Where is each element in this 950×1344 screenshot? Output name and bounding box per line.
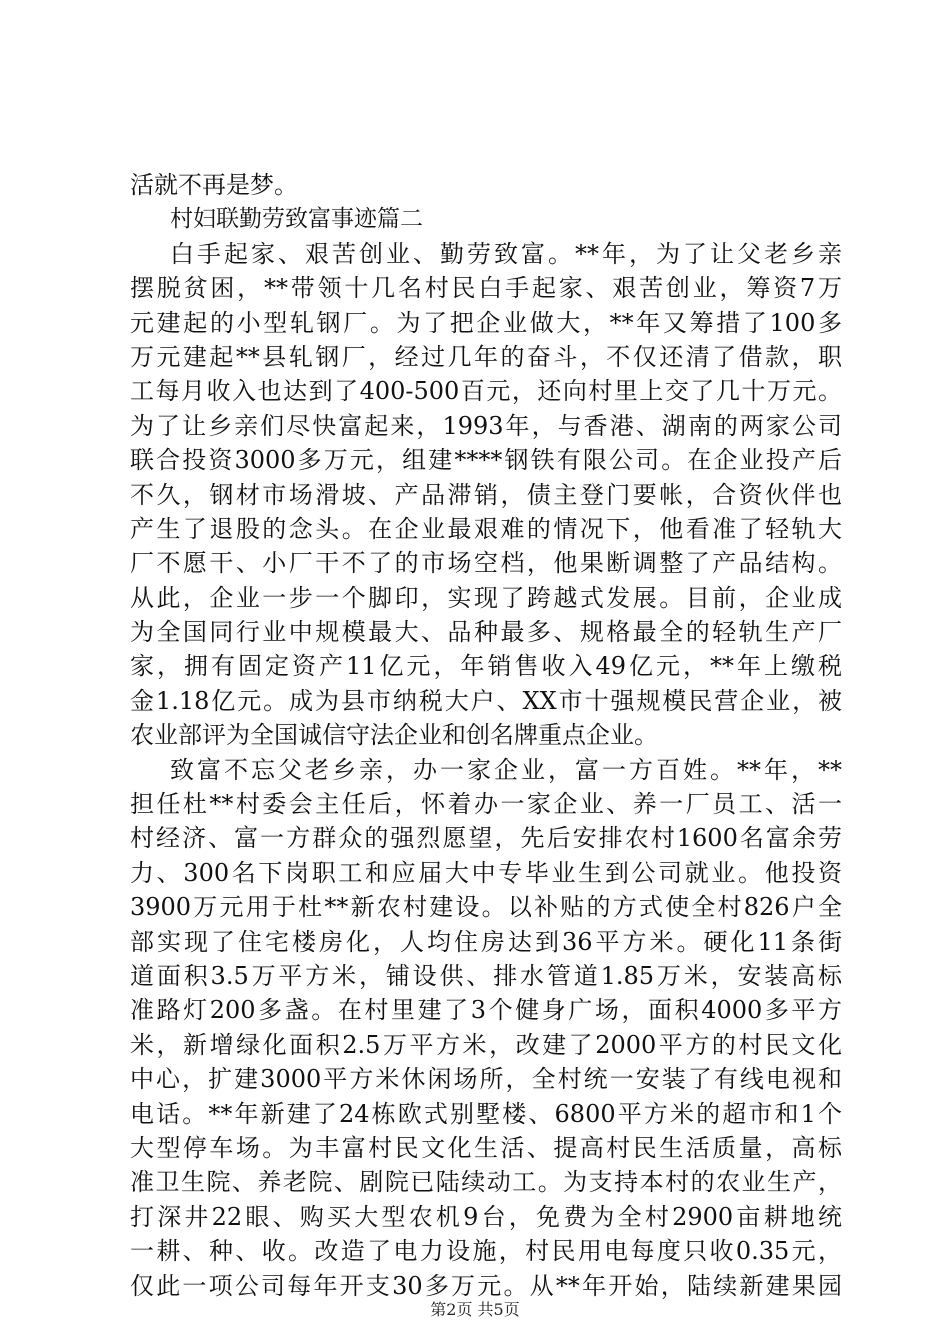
text-line: 部实现了住宅楼房化，人均住房达到36平方米。硬化11条街	[130, 927, 842, 956]
text-line: 产生了退股的念头。在企业最艰难的情况下，他看准了轻轨大	[130, 514, 842, 543]
text-line: 仅此一项公司每年开支30多万元。从**年开始，陆续新建果园	[130, 1271, 842, 1300]
text-line: 道面积3.5万平方米，铺设供、排水管道1.85万米，安装高标	[130, 961, 842, 990]
text-line: 大型停车场。为丰富村民文化生活、提高村民生活质量，高标	[130, 1133, 842, 1162]
text-line: 3900万元用于杜**新农村建设。以补贴的方式使全村826户全	[130, 893, 842, 922]
paragraph-first-line: 白手起家、艰苦创业、勤劳致富。**年，为了让父老乡亲	[170, 239, 842, 268]
page-number: 第2页 共5页	[430, 1300, 520, 1319]
text-line: 不久，钢材市场滑坡、产品滞销，债主登门要帐，合资伙伴也	[130, 480, 842, 509]
text-line: 活就不再是梦。	[130, 171, 298, 199]
text-line: 力、300名下岗职工和应届大中专毕业生到公司就业。他投资	[130, 858, 842, 887]
document-body	[130, 168, 842, 1303]
text-line: 万元建起**县轧钢厂，经过几年的奋斗，不仅还清了借款，职	[130, 342, 842, 371]
text-line: 摆脱贫困，**带领十几名村民白手起家、艰苦创业，筹资7万	[130, 274, 842, 303]
section-heading: 村妇联勤劳致富事迹篇二	[170, 206, 423, 233]
text-line: 中心，扩建3000平方米休闲场所，全村统一安装了有线电视和	[130, 1065, 842, 1094]
text-line: 联合投资3000多万元，组建****钢铁有限公司。在企业投产后	[130, 446, 842, 475]
text-line: 一耕、种、收。改造了电力设施，村民用电每度只收0.35元，	[130, 1237, 842, 1266]
page-footer	[0, 1300, 950, 1320]
text-line: 为全国同行业中规模最大、品种最多、规格最全的轻轨生产厂	[130, 618, 842, 647]
text-line: 米，新增绿化面积2.5万平方米，改建了2000平方的村民文化	[130, 1030, 842, 1059]
text-line: 村经济、富一方群众的强烈愿望，先后安排农村1600名富余劳	[130, 824, 842, 853]
text-line: 家，拥有固定资产11亿元，年销售收入49亿元，**年上缴税	[130, 652, 842, 681]
text-line: 工每月收入也达到了400-500百元，还向村里上交了几十万元。	[130, 377, 842, 406]
text-line: 打深井22眼、购买大型农机9台，免费为全村2900亩耕地统	[130, 1202, 842, 1231]
text-line: 准路灯200多盏。在村里建了3个健身广场，面积4000多平方	[130, 996, 842, 1025]
text-line: 从此，企业一步一个脚印，实现了跨越式发展。目前，企业成	[130, 583, 842, 612]
text-line: 农业部评为全国诚信守法企业和创名牌重点企业。	[130, 721, 658, 750]
text-line: 厂不愿干、小厂干不了的市场空档，他果断调整了产品结构。	[130, 549, 842, 578]
text-line: 金1.18亿元。成为县市纳税大户、XX市十强规模民营企业，被	[130, 686, 842, 715]
text-line: 电话。**年新建了24栋欧式别墅楼、6800平方米的超市和1个	[130, 1099, 842, 1128]
text-line: 为了让乡亲们尽快富起来，1993年，与香港、湖南的两家公司	[130, 411, 842, 440]
paragraph-first-line: 致富不忘父老乡亲，办一家企业，富一方百姓。**年，**	[170, 755, 842, 784]
text-line: 担任杜**村委会主任后，怀着办一家企业、养一厂员工、活一	[130, 790, 842, 819]
text-line: 元建起的小型轧钢厂。为了把企业做大，**年又筹措了100多	[130, 308, 842, 337]
text-line: 准卫生院、养老院、剧院已陆续动工。为支持本村的农业生产，	[130, 1168, 842, 1197]
